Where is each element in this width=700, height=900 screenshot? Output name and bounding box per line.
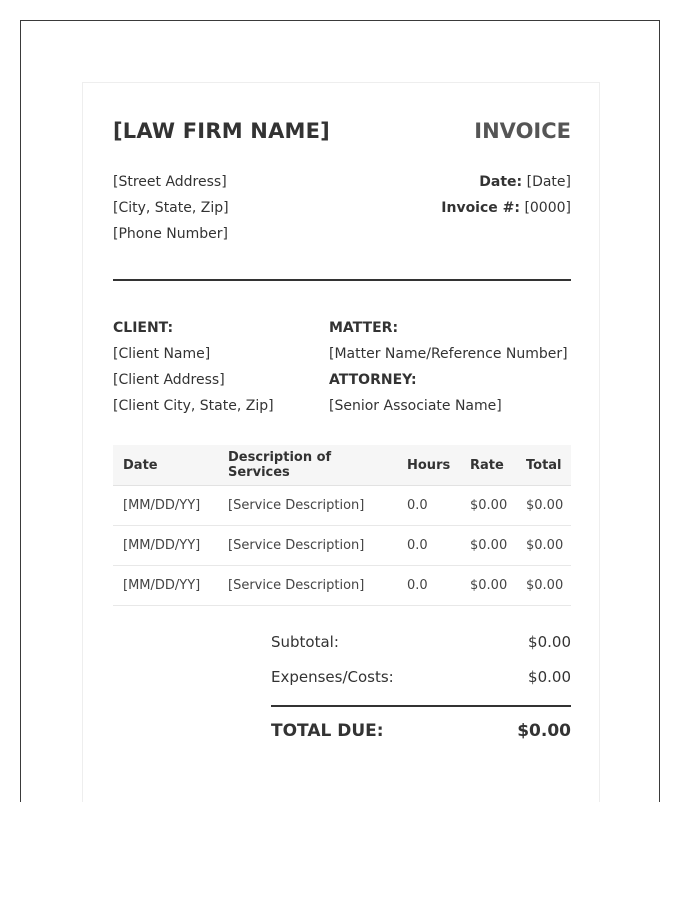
table-header-row	[113, 445, 571, 486]
attorney-value: [Senior Associate Name]	[329, 398, 502, 414]
client-block	[113, 315, 274, 419]
firm-city: [City, State, Zip]	[113, 200, 229, 216]
invoice-title: INVOICE	[474, 119, 571, 143]
table-row	[113, 566, 571, 606]
row-hours: 0.0	[397, 526, 460, 566]
row-date: [MM/DD/YY]	[113, 526, 218, 566]
totals-block	[271, 627, 571, 741]
attorney-label: ATTORNEY:	[329, 372, 417, 388]
matter-value: [Matter Name/Reference Number]	[329, 346, 568, 362]
firm-name: [LAW FIRM NAME]	[113, 119, 330, 143]
row-description: [Service Description]	[218, 526, 397, 566]
invoice-date	[441, 169, 571, 195]
row-total: $0.00	[516, 566, 571, 606]
table-row	[113, 486, 571, 526]
invoice-page	[82, 82, 600, 802]
firm-street: [Street Address]	[113, 174, 227, 190]
row-date: [MM/DD/YY]	[113, 486, 218, 526]
invoice-number	[441, 195, 571, 221]
expenses-line	[271, 662, 571, 697]
row-hours: 0.0	[397, 486, 460, 526]
subtotal-value: $0.00	[528, 633, 571, 651]
matter-label: MATTER:	[329, 320, 399, 336]
expenses-value: $0.00	[528, 668, 571, 686]
row-rate: $0.00	[460, 486, 516, 526]
row-total: $0.00	[516, 526, 571, 566]
client-label: CLIENT:	[113, 320, 174, 336]
row-total: $0.00	[516, 486, 571, 526]
col-date: Date	[113, 445, 218, 486]
col-description: Description of Services	[218, 445, 397, 486]
subtotal-label: Subtotal:	[271, 633, 339, 651]
row-hours: 0.0	[397, 566, 460, 606]
row-date: [MM/DD/YY]	[113, 566, 218, 606]
row-rate: $0.00	[460, 526, 516, 566]
col-total: Total	[516, 445, 571, 486]
total-due-value: $0.00	[517, 721, 571, 741]
invoice-number-value: [0000]	[524, 200, 571, 216]
firm-phone: [Phone Number]	[113, 226, 228, 242]
date-label: Date:	[479, 174, 523, 190]
invoice-number-label: Invoice #:	[441, 200, 520, 216]
total-due-label: TOTAL DUE:	[271, 721, 384, 741]
row-description: [Service Description]	[218, 566, 397, 606]
table-row	[113, 526, 571, 566]
date-value: [Date]	[526, 174, 571, 190]
col-hours: Hours	[397, 445, 460, 486]
row-rate: $0.00	[460, 566, 516, 606]
client-city: [Client City, State, Zip]	[113, 398, 274, 414]
col-rate: Rate	[460, 445, 516, 486]
expenses-label: Expenses/Costs:	[271, 668, 394, 686]
client-address: [Client Address]	[113, 372, 225, 388]
totals-divider	[271, 705, 571, 707]
row-description: [Service Description]	[218, 486, 397, 526]
services-table	[113, 445, 571, 606]
firm-address	[113, 169, 229, 247]
invoice-meta	[441, 169, 571, 221]
header-divider	[113, 279, 571, 281]
client-name: [Client Name]	[113, 346, 211, 362]
matter-block	[329, 315, 568, 419]
subtotal-line	[271, 627, 571, 662]
